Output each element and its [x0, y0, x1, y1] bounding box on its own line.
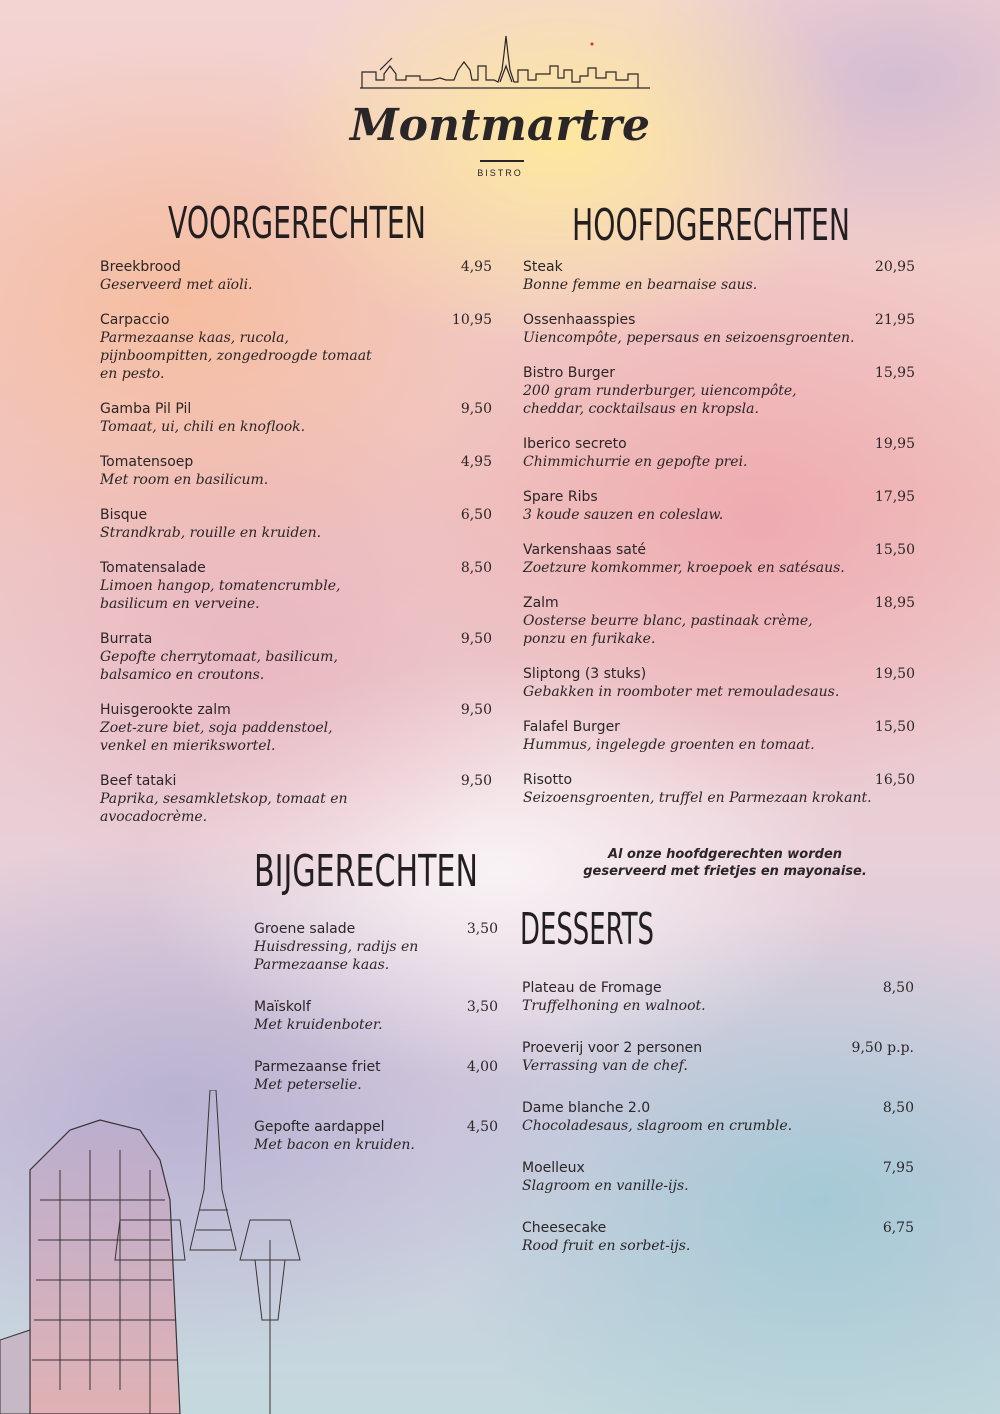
voorgerechten-heading: VOORGERECHTEN — [168, 198, 426, 249]
item-price: 19,95 — [874, 436, 915, 452]
item-price: 4,00 — [466, 1059, 498, 1075]
item-price: 16,50 — [874, 772, 915, 788]
item-price: 4,95 — [460, 259, 492, 275]
menu-item — [254, 1058, 498, 1094]
item-description: balsamico en croutons. — [100, 667, 265, 683]
item-description: Strandkrab, rouille en kruiden. — [100, 525, 322, 541]
menu-item — [523, 435, 915, 471]
item-name: Zalm — [523, 595, 559, 611]
menu-item — [523, 488, 915, 524]
item-name: Proeverij voor 2 personen — [522, 1040, 703, 1056]
desserts-section — [522, 979, 914, 1279]
item-description: venkel en mierikswortel. — [100, 738, 276, 754]
item-name: Falafel Burger — [523, 719, 620, 735]
brand-subtitle: BISTRO — [477, 168, 523, 178]
item-description: Uiencompôte, pepersaus en seizoensgroenten. — [523, 330, 855, 346]
item-description: Rood fruit en sorbet-ijs. — [522, 1238, 691, 1254]
menu-item — [522, 1099, 914, 1135]
menu-item — [254, 998, 498, 1034]
menu-item — [522, 1219, 914, 1255]
item-name: Bisque — [100, 507, 148, 523]
menu-item — [100, 559, 492, 613]
menu-item — [523, 594, 915, 648]
menu-item — [100, 453, 492, 489]
item-name: Dame blanche 2.0 — [522, 1100, 651, 1116]
item-price: 9,50 — [460, 773, 492, 789]
item-description: basilicum en verveine. — [100, 596, 260, 612]
item-name: Gepofte aardappel — [254, 1119, 385, 1135]
item-price: 4,50 — [466, 1119, 498, 1135]
item-description: Met kruidenboter. — [254, 1017, 383, 1033]
item-name: Cheesecake — [522, 1220, 607, 1236]
menu-item — [100, 400, 492, 436]
hoofdgerechten-section — [523, 258, 915, 824]
paris-street-illustration-icon — [0, 1090, 320, 1414]
item-price: 18,95 — [874, 595, 915, 611]
item-description: Met peterselie. — [254, 1077, 362, 1093]
brand-logo: Montmartre — [349, 100, 651, 151]
item-description: Met room en basilicum. — [100, 472, 269, 488]
item-name: Carpaccio — [100, 312, 170, 328]
item-price: 20,95 — [874, 259, 915, 275]
menu-item — [522, 1039, 914, 1075]
item-description: Parmezaanse kaas, rucola, — [100, 330, 289, 346]
menu-item — [523, 364, 915, 418]
menu-item — [523, 311, 915, 347]
item-description: Slagroom en vanille-ijs. — [522, 1178, 689, 1194]
item-price: 19,50 — [874, 666, 915, 682]
item-price: 6,75 — [882, 1220, 914, 1236]
note-line: geserveerd met frietjes en mayonaise. — [583, 864, 867, 879]
item-description: Limoen hangop, tomatencrumble, — [100, 578, 341, 594]
item-price: 9,50 — [460, 702, 492, 718]
item-price: 9,50 — [460, 631, 492, 647]
menu-item — [523, 771, 915, 807]
menu-item — [100, 630, 492, 684]
item-name: Steak — [523, 259, 563, 275]
item-price: 6,50 — [460, 507, 492, 523]
item-price: 4,95 — [460, 454, 492, 470]
item-price: 10,95 — [451, 312, 492, 328]
item-description: en pesto. — [100, 366, 165, 382]
voorgerechten-section — [100, 258, 492, 843]
item-description: Chimmichurrie en gepofte prei. — [523, 454, 748, 470]
item-description: Huisdressing, radijs en — [254, 939, 419, 955]
item-description: Oosterse beurre blanc, pastinaak crème, — [523, 613, 813, 629]
item-name: Tomatensoep — [100, 454, 194, 470]
item-name: Parmezaanse friet — [254, 1059, 381, 1075]
item-description: cheddar, cocktailsaus en kropsla. — [523, 401, 759, 417]
paris-skyline-icon — [360, 30, 650, 96]
item-name: Burrata — [100, 631, 153, 647]
menu-item — [100, 258, 492, 294]
item-price: 15,50 — [874, 542, 915, 558]
menu-item — [523, 258, 915, 294]
item-description: pijnboompitten, zongedroogde tomaat — [100, 348, 372, 364]
item-price: 7,95 — [882, 1160, 914, 1176]
item-price: 9,50 — [460, 401, 492, 417]
menu-item — [100, 772, 492, 826]
item-description: Verrassing van de chef. — [522, 1058, 688, 1074]
item-description: 200 gram runderburger, uiencompôte, — [523, 383, 797, 399]
item-description: Zoetzure komkommer, kroepoek en satésaus. — [523, 560, 845, 576]
item-name: Gamba Pil Pil — [100, 401, 192, 417]
item-description: Met bacon en kruiden. — [254, 1137, 415, 1153]
item-price: 15,95 — [874, 365, 915, 381]
hoofdgerechten-heading: HOOFDGERECHTEN — [572, 200, 850, 251]
item-name: Breekbrood — [100, 259, 181, 275]
menu-item — [523, 718, 915, 754]
item-price: 8,50 — [882, 1100, 914, 1116]
item-name: Bistro Burger — [523, 365, 615, 381]
item-price: 3,50 — [466, 921, 498, 937]
item-name: Ossenhaasspies — [523, 312, 636, 328]
hoofdgerechten-note — [560, 846, 890, 880]
menu-item — [100, 311, 492, 383]
item-name: Tomatensalade — [100, 560, 206, 576]
item-name: Moelleux — [522, 1160, 585, 1176]
menu-item — [100, 506, 492, 542]
desserts-heading: DESSERTS — [520, 904, 654, 955]
bijgerechten-heading: BIJGERECHTEN — [254, 846, 478, 897]
item-description: Parmezaanse kaas. — [254, 957, 390, 973]
menu-item — [100, 701, 492, 755]
menu-item — [254, 920, 498, 974]
item-name: Huisgerookte zalm — [100, 702, 231, 718]
item-description: avocadocrème. — [100, 809, 208, 825]
logo-divider — [480, 160, 524, 162]
item-name: Spare Ribs — [523, 489, 598, 505]
item-price: 15,50 — [874, 719, 915, 735]
item-name: Varkenshaas saté — [523, 542, 646, 558]
item-description: ponzu en furikake. — [523, 631, 656, 647]
item-description: Zoet-zure biet, soja paddenstoel, — [100, 720, 333, 736]
item-price: 8,50 — [882, 980, 914, 996]
item-name: Sliptong (3 stuks) — [523, 666, 647, 682]
item-description: Chocoladesaus, slagroom en crumble. — [522, 1118, 793, 1134]
item-price: 8,50 — [460, 560, 492, 576]
menu-item — [523, 665, 915, 701]
note-line: Al onze hoofdgerechten worden — [607, 847, 843, 862]
item-description: Gebakken in roomboter met remouladesaus. — [523, 684, 840, 700]
item-description: Paprika, sesamkletskop, tomaat en — [100, 791, 348, 807]
item-name: Plateau de Fromage — [522, 980, 662, 996]
menu-item — [522, 1159, 914, 1195]
item-name: Groene salade — [254, 921, 356, 937]
menu-item — [523, 541, 915, 577]
item-name: Maïskolf — [254, 999, 311, 1015]
item-price: 17,95 — [874, 489, 915, 505]
item-price: 21,95 — [874, 312, 915, 328]
item-description: Seizoensgroenten, truffel en Parmezaan krokant. — [523, 790, 872, 806]
item-name: Risotto — [523, 772, 573, 788]
item-price: 3,50 — [466, 999, 498, 1015]
item-description: Hummus, ingelegde groenten en tomaat. — [523, 737, 815, 753]
item-description: Truffelhoning en walnoot. — [522, 998, 706, 1014]
item-name: Beef tataki — [100, 773, 177, 789]
item-price: 9,50 p.p. — [851, 1040, 914, 1056]
item-description: Gepofte cherrytomaat, basilicum, — [100, 649, 338, 665]
item-name: Iberico secreto — [523, 436, 627, 452]
item-description: 3 koude sauzen en coleslaw. — [523, 507, 724, 523]
item-description: Geserveerd met aïoli. — [100, 277, 253, 293]
item-description: Tomaat, ui, chili en knoflook. — [100, 419, 306, 435]
item-description: Bonne femme en bearnaise saus. — [523, 277, 758, 293]
menu-item — [522, 979, 914, 1015]
